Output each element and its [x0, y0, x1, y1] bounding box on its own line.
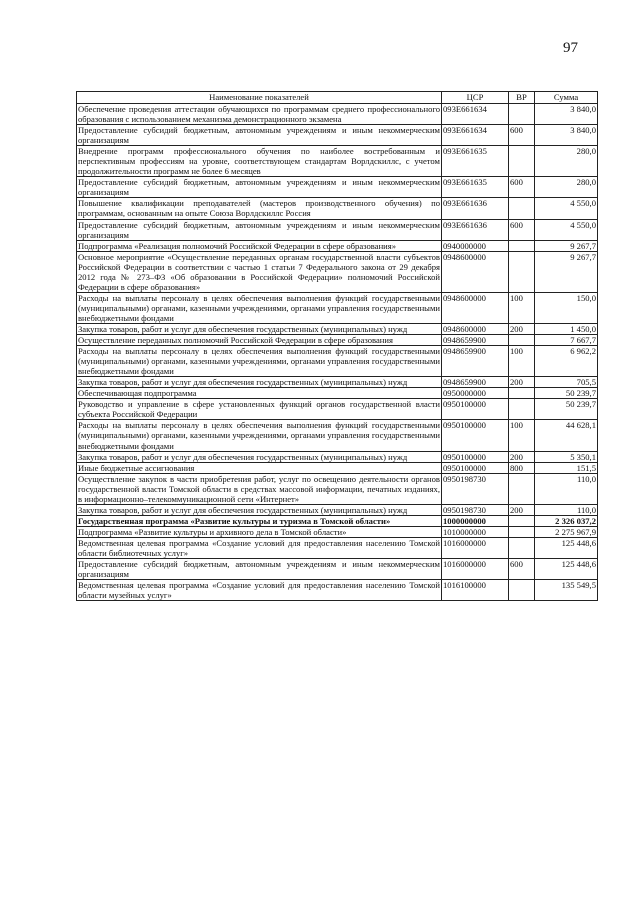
- cell-csr: 093E661636: [442, 198, 509, 219]
- cell-name: Предоставление субсидий бюджетным, автономным учреждениям и иным некоммерческим организациям: [78, 177, 440, 198]
- cell-csr: 0948659900: [442, 335, 509, 346]
- table-row: [77, 420, 598, 451]
- table-row: [77, 104, 598, 125]
- table-row: [77, 559, 598, 580]
- table-row: [77, 335, 598, 346]
- cell-sum: 3 840,0: [535, 125, 598, 146]
- header-vr: ВР: [509, 92, 535, 104]
- cell-csr: 0948600000: [442, 251, 509, 292]
- page-number: 97: [563, 40, 578, 56]
- cell-sum: 50 239,7: [535, 388, 598, 399]
- cell-name: Предоставление субсидий бюджетным, автономным учреждениям и иным некоммерческим организациям: [78, 559, 440, 580]
- table-row: [77, 251, 598, 292]
- cell-vr: 600: [509, 125, 535, 146]
- table-row: [77, 462, 598, 473]
- table-row: [77, 146, 598, 177]
- cell-sum: 44 628,1: [535, 420, 598, 451]
- cell-csr: 093E661634: [442, 104, 509, 125]
- table-row: [77, 377, 598, 388]
- cell-vr: [509, 473, 535, 504]
- cell-vr: [509, 515, 535, 526]
- cell-name: Основное мероприятие «Осуществление переданных органам государственной власти субъектов Российской Федерации в соответствии с частью 1 статьи 7 Федерального закона от 29 декабря 2012 года № 273–ФЗ «Об образовании в Российской Федерации» полномочий Российской Федерации в сфере образования»: [78, 251, 440, 292]
- cell-sum: 280,0: [535, 177, 598, 198]
- cell-vr: 200: [509, 323, 535, 334]
- table-row: [77, 292, 598, 323]
- cell-sum: 705,5: [535, 377, 598, 388]
- cell-sum: 125 448,6: [535, 537, 598, 558]
- cell-sum: 7 667,7: [535, 335, 598, 346]
- cell-csr: 1016000000: [442, 537, 509, 558]
- cell-vr: 200: [509, 504, 535, 515]
- cell-sum: 4 550,0: [535, 198, 598, 219]
- cell-name: Закупка товаров, работ и услуг для обеспечения государственных (муниципальных) нужд: [77, 504, 442, 515]
- cell-name: Внедрение программ профессионального обучения по наиболее востребованным и перспективным профессиям на уровне, соответствующем стандартам Ворлдскиллс, с учетом продолжительности программ не более 6 месяцев: [78, 146, 440, 177]
- table-row: [77, 177, 598, 198]
- cell-vr: [509, 240, 535, 251]
- cell-name: Обеспечение проведения аттестации обучающихся по программам среднего профессионального образования с использованием механизма демонстрационного экзамена: [78, 104, 440, 125]
- cell-sum: 125 448,6: [535, 559, 598, 580]
- cell-sum: 9 267,7: [535, 251, 598, 292]
- cell-name: Повышение квалификации преподавателей (мастеров производственного обучения) по программам, основанным на опыте Союза Ворлдскиллс Россия: [78, 198, 440, 219]
- cell-sum: 6 962,2: [535, 346, 598, 377]
- cell-vr: [509, 335, 535, 346]
- cell-csr: 0950198730: [442, 473, 509, 504]
- cell-csr: 093E661635: [442, 146, 509, 177]
- cell-csr: 093E661636: [442, 219, 509, 240]
- cell-csr: 093E661635: [442, 177, 509, 198]
- cell-sum: 5 350,1: [535, 451, 598, 462]
- table-row: [77, 219, 598, 240]
- cell-csr: 1016000000: [442, 559, 509, 580]
- cell-name: Обеспечивающая подпрограмма: [77, 388, 442, 399]
- cell-name: Руководство и управление в сфере установленных функций органов государственной власти субъекта Российской Федерации: [78, 399, 440, 420]
- cell-csr: 1016100000: [442, 580, 509, 601]
- cell-sum: 280,0: [535, 146, 598, 177]
- budget-table: [76, 91, 598, 601]
- cell-sum: 3 840,0: [535, 104, 598, 125]
- cell-csr: 0950100000: [442, 420, 509, 451]
- table-row: [77, 537, 598, 558]
- cell-name: Ведомственная целевая программа «Создание условий для предоставления населению Томской области музейных услуг»: [78, 580, 440, 601]
- cell-vr: 600: [509, 219, 535, 240]
- cell-vr: [509, 388, 535, 399]
- cell-csr: 0950100000: [442, 451, 509, 462]
- cell-name: Ведомственная целевая программа «Создание условий для предоставления населению Томской области библиотечных услуг»: [78, 537, 440, 558]
- cell-name: Расходы на выплаты персоналу в целях обеспечения выполнения функций государственными (муниципальными) органами, казенными учреждениями, органами управления государственными внебюджетными фондами: [78, 420, 440, 451]
- table-row: [77, 451, 598, 462]
- cell-vr: [509, 198, 535, 219]
- cell-sum: 135 549,5: [535, 580, 598, 601]
- table-row: [77, 198, 598, 219]
- table-row: [77, 240, 598, 251]
- cell-vr: 100: [509, 420, 535, 451]
- table-row: [77, 515, 598, 526]
- cell-vr: 200: [509, 377, 535, 388]
- cell-sum: 2 326 037,2: [535, 515, 598, 526]
- cell-vr: 100: [509, 292, 535, 323]
- cell-name: Закупка товаров, работ и услуг для обеспечения государственных (муниципальных) нужд: [77, 377, 442, 388]
- cell-csr: 1010000000: [442, 526, 509, 537]
- cell-csr: 0950100000: [442, 399, 509, 420]
- cell-csr: 0940000000: [442, 240, 509, 251]
- table-row: [77, 346, 598, 377]
- cell-sum: 150,0: [535, 292, 598, 323]
- table-row: [77, 323, 598, 334]
- header-name: Наименование показателей: [77, 92, 442, 104]
- cell-csr: 0948659900: [442, 377, 509, 388]
- cell-sum: 151,5: [535, 462, 598, 473]
- cell-vr: [509, 580, 535, 601]
- cell-name: Осуществление закупок в части приобретения работ, услуг по освещению деятельности органов государственной власти Томской области в средствах массовой информации, печатных изданиях, в информационно–телекоммуникационной сети «Интернет»: [78, 473, 440, 504]
- table-header-row: [77, 92, 598, 104]
- table-row: [77, 388, 598, 399]
- cell-sum: 4 550,0: [535, 219, 598, 240]
- cell-vr: 200: [509, 451, 535, 462]
- table-row: [77, 580, 598, 601]
- cell-name: Подпрограмма «Развитие культуры и архивного дела в Томской области»: [77, 526, 442, 537]
- cell-vr: [509, 104, 535, 125]
- table-row: [77, 504, 598, 515]
- cell-name: Закупка товаров, работ и услуг для обеспечения государственных (муниципальных) нужд: [77, 323, 442, 334]
- cell-vr: [509, 537, 535, 558]
- cell-vr: [509, 399, 535, 420]
- cell-vr: 800: [509, 462, 535, 473]
- cell-name: Расходы на выплаты персоналу в целях обеспечения выполнения функций государственными (муниципальными) органами, казенными учреждениями, органами управления государственными внебюджетными фондами: [78, 346, 440, 377]
- cell-csr: 1000000000: [442, 515, 509, 526]
- cell-csr: 0950100000: [442, 462, 509, 473]
- cell-vr: 600: [509, 559, 535, 580]
- cell-name: Осуществление переданных полномочий Российской Федерации в сфере образования: [77, 335, 442, 346]
- cell-csr: 0948659900: [442, 346, 509, 377]
- cell-sum: 9 267,7: [535, 240, 598, 251]
- cell-vr: 100: [509, 346, 535, 377]
- cell-sum: 1 450,0: [535, 323, 598, 334]
- cell-sum: 110,0: [535, 504, 598, 515]
- cell-name: Предоставление субсидий бюджетным, автономным учреждениям и иным некоммерческим организациям: [78, 125, 440, 146]
- table-row: [77, 125, 598, 146]
- cell-vr: [509, 251, 535, 292]
- cell-name: Иные бюджетные ассигнования: [77, 462, 442, 473]
- cell-sum: 2 275 967,9: [535, 526, 598, 537]
- table-row: [77, 399, 598, 420]
- cell-name: Подпрограмма «Реализация полномочий Российской Федерации в сфере образования»: [77, 240, 442, 251]
- cell-name: Предоставление субсидий бюджетным, автономным учреждениям и иным некоммерческим организациям: [78, 219, 440, 240]
- cell-sum: 110,0: [535, 473, 598, 504]
- cell-vr: 600: [509, 177, 535, 198]
- cell-vr: [509, 526, 535, 537]
- cell-csr: 0950198730: [442, 504, 509, 515]
- table-row: [77, 473, 598, 504]
- cell-vr: [509, 146, 535, 177]
- header-csr: ЦСР: [442, 92, 509, 104]
- cell-name: Расходы на выплаты персоналу в целях обеспечения выполнения функций государственными (муниципальными) органами, казенными учреждениями, органами управления государственными внебюджетными фондами: [78, 292, 440, 323]
- table-row: [77, 526, 598, 537]
- cell-csr: 093E661634: [442, 125, 509, 146]
- cell-name: Государственная программа «Развитие культуры и туризма в Томской области»: [77, 515, 442, 526]
- cell-csr: 0948600000: [442, 292, 509, 323]
- cell-csr: 0950000000: [442, 388, 509, 399]
- header-sum: Сумма: [535, 92, 598, 104]
- cell-sum: 50 239,7: [535, 399, 598, 420]
- cell-csr: 0948600000: [442, 323, 509, 334]
- cell-name: Закупка товаров, работ и услуг для обеспечения государственных (муниципальных) нужд: [77, 451, 442, 462]
